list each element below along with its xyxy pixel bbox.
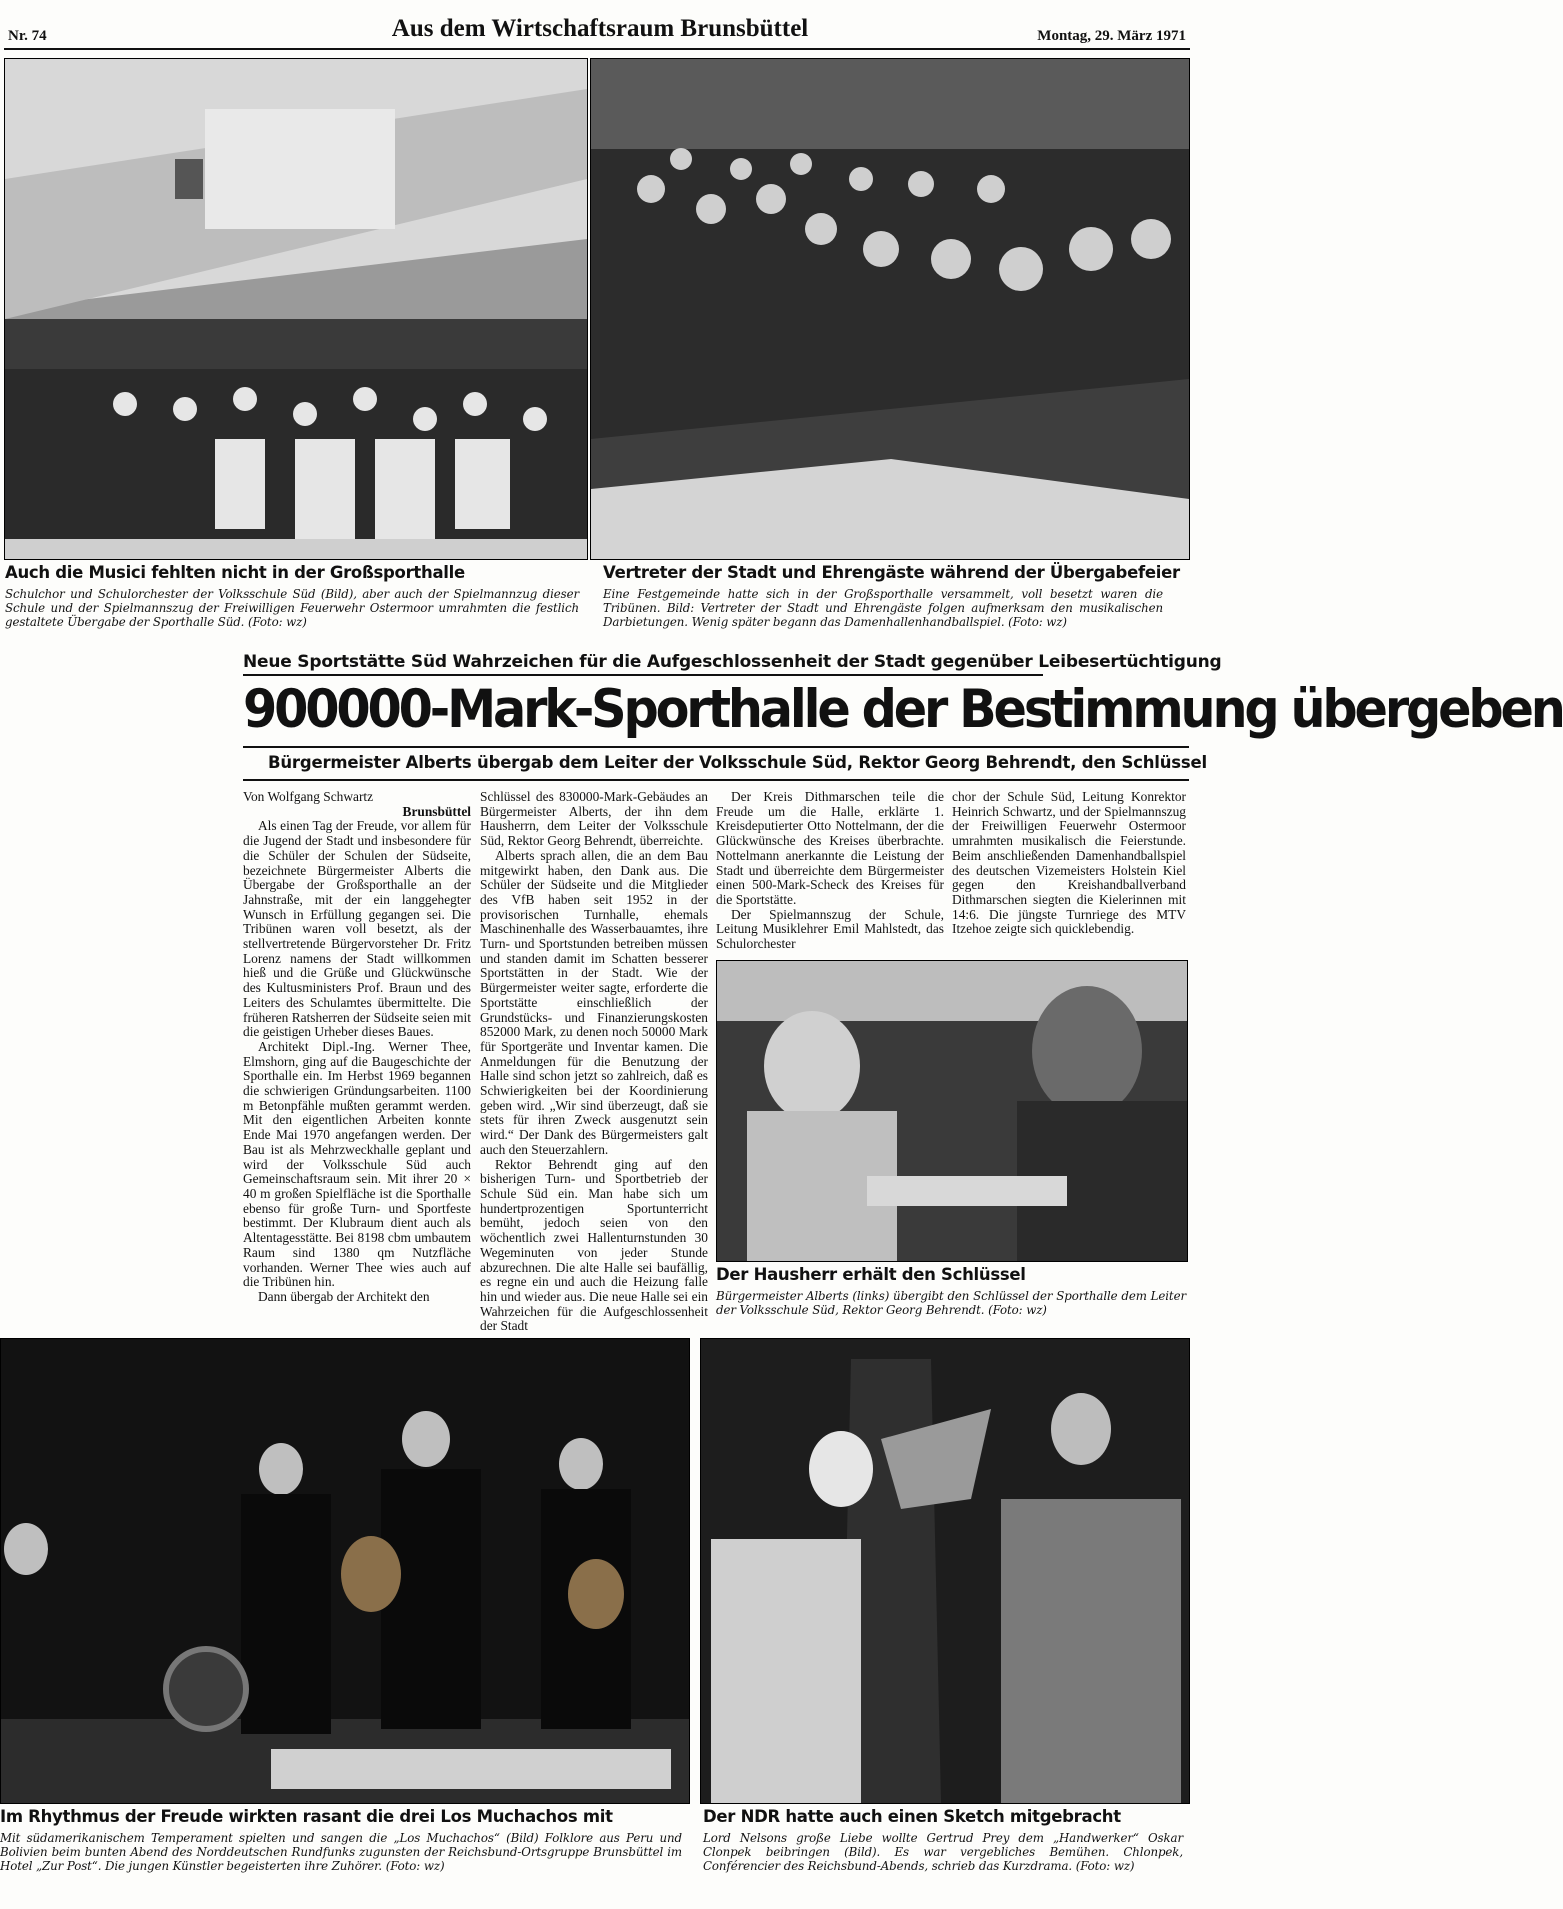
caption-heading-dignitaries: Vertreter der Stadt und Ehrengäste während der Übergabefeier bbox=[603, 563, 1180, 582]
article-paragraph: Rektor Behrendt ging auf den bisherigen Turn- und Sportbetrieb der Schule Süd ein. Man habe sich um hundertprozentigen Sportunterricht bemüht, jedoch seien von den wöchentlich zwei Hallenturnstunden 30 Wegeminuten von jeder Stunde abzurechnen. Die alte Halle sei baufällig, es regne ein und auch die Heizung falle hin und wieder aus. Die neue Halle sei ein Wahrzeichen für die Aufgeschlossenheit der Stadt bbox=[480, 1156, 708, 1334]
article-paragraph: Schlüssel des 830000-Mark-Gebäudes an Bürgermeister Alberts, der ihn dem Hausherrn, dem Leiter der Volksschule Süd, Rektor Georg Behrendt, überreichte. bbox=[480, 789, 708, 849]
article-paragraph: Architekt Dipl.-Ing. Werner Thee, Elmshorn, ging auf die Baugeschichte der Sporthalle ein. Im Herbst 1969 begannen die schwierigen Gründungsarbeiten. 1100 m Betonpfähle mußten gerammt werden. Mit den eigentlichen Arbeiten konnte Ende Mai 1970 angefangen werden. Der Bau ist als Mehrzweckhalle geplant und wird der Volksschule Süd auch Gemeinschaftsraum sein. Mit ihrer 20 × 40 m großen Spielfläche ist die Sporthalle ebenso für große Turn- und Sportfeste bestimmt. Der Klubraum dient auch als Altentagesstätte. Bei 8198 cbm umbautem Raum sind 1380 qm Nutzfläche vorhanden. Werner Thee wies auch auf die Tribünen hin. bbox=[243, 1038, 471, 1290]
caption-heading-los-muchachos: Im Rhythmus der Freude wirkten rasant die drei Los Muchachos mit bbox=[0, 1807, 613, 1826]
photo-los-muchachos bbox=[0, 1338, 690, 1804]
page-number: Nr. 74 bbox=[8, 28, 47, 44]
caption-body-key-handover: Bürgermeister Alberts (links) übergibt den Schlüssel der Sporthalle dem Leiter der Volksschule Süd, Rektor Georg Behrendt. (Foto: wz) bbox=[716, 1289, 1186, 1318]
article-paragraph: Alberts sprach allen, die an dem Bau mitgewirkt haben, den Dank aus. Die Schüler der Südseite und die Mitglieder des VfB haben seit 1952 in der provisorischen Turnhalle, ehemals Maschinenhalle des Wasserbauamtes, ihre Turn- und Sportstunden betreiben müssen und standen damit im Schatten besserer Sportstätten in der Stadt. Wie der Bürgermeister weiter sagte, erforderte die Sportstätte einschließlich der Grundstücks- und Finanzierungskosten 852000 Mark, zu denen noch 50000 Mark für Sportgeräte und Inventar kamen. Die Anmeldungen für die Benutzung der Halle sind schon jetzt so zahlreich, daß es Schwierigkeiten bei der Koordinierung geben wird. „Wir sind überzeugt, daß sie stets für ihren Zweck ausgenutzt sein wird.“ Der Dank des Bürgermeisters galt auch den Steuerzahlern. bbox=[480, 847, 708, 1157]
photo-ndr-sketch bbox=[700, 1338, 1190, 1804]
caption-body-los-muchachos: Mit südamerikanischem Temperament spielten und sangen die „Los Muchachos“ (Bild) Folklore aus Peru und Bolivien beim bunten Abend des Norddeutschen Rundfunks zugunsten der Reichsbund-Ortsgruppe Brunsbüttel im Hotel „Zur Post“. Die jungen Künstler begeisterten ihre Zuhörer. (Foto: wz) bbox=[0, 1831, 682, 1874]
article-subhead: Bürgermeister Alberts übergab dem Leiter der Volksschule Süd, Rektor Georg Behrendt, den Schlüssel bbox=[268, 753, 1207, 772]
article-paragraph: Der Kreis Dithmarschen teile die Freude um die Halle, erklärte 1. Kreisdeputierter Otto Nottelmann, der die Glückwünsche des Kreises überbrachte. Nottelmann anerkannte die Leistung der Stadt und überreichte dem Bürgermeister einen 500-Mark-Scheck des Kreises für die Sportstätte. bbox=[716, 789, 944, 907]
caption-heading-orchestra: Auch die Musici fehlten nicht in der Großsporthalle bbox=[5, 563, 465, 582]
article-dateline: Brunsbüttel bbox=[402, 803, 471, 819]
photo-audience-dignitaries bbox=[590, 58, 1190, 560]
caption-body-ndr-sketch: Lord Nelsons große Liebe wollte Gertrud Prey dem „Handwerker“ Oskar Clonpek beibringen (Bild). Es war vergebliches Bemühen. Chlonpek, Conférencier des Reichsbund-Abends, schrieb das Kurzdrama. (Foto: wz) bbox=[703, 1831, 1183, 1874]
caption-heading-ndr-sketch: Der NDR hatte auch einen Sketch mitgebracht bbox=[703, 1807, 1121, 1826]
article-column-4 bbox=[952, 790, 1186, 937]
headline-rule bbox=[243, 746, 1189, 748]
photo-key-handover bbox=[716, 960, 1188, 1262]
issue-date: Montag, 29. März 1971 bbox=[1037, 28, 1186, 44]
subhead-rule bbox=[243, 779, 1189, 781]
article-byline: Von Wolfgang Schwartz bbox=[243, 789, 374, 804]
article-paragraph: Dann übergab der Architekt den bbox=[258, 1288, 430, 1304]
page-header-title: Aus dem Wirtschaftsraum Brunsbüttel bbox=[391, 15, 809, 42]
article-column-3 bbox=[716, 790, 944, 952]
article-column-1 bbox=[243, 790, 471, 1305]
article-headline: 900000-Mark-Sporthalle der Bestimmung übergeben bbox=[243, 679, 1563, 740]
caption-body-dignitaries: Eine Festgemeinde hatte sich in der Großsporthalle versammelt, voll besetzt waren die Tribünen. Bild: Vertreter der Stadt und Ehrengäste folgen aufmerksam den musikalischen Darbietungen. Wenig später begann das Damenhallenhandballspiel. (Foto: wz) bbox=[603, 587, 1163, 630]
caption-heading-key-handover: Der Hausherr erhält den Schlüssel bbox=[716, 1265, 1026, 1284]
article-kicker: Neue Sportstätte Süd Wahrzeichen für die Aufgeschlossenheit der Stadt gegenüber Leibesertüchtigung bbox=[243, 652, 1222, 672]
article-paragraph: chor der Schule Süd, Leitung Konrektor Heinrich Schwartz, und der Spielmannszug der Freiwilligen Feuerwehr Ostermoor umrahmten musikalisch die Feierstunde. Beim anschließenden Damenhandballspiel des deutschen Vizemeisters Holstein Kiel gegen den Kreishandballverband Dithmarschen siegten die Kielerinnen mit 14:6. Die jüngste Turnriege des MTV Itzehoe zeigte sich quicklebendig. bbox=[952, 789, 1186, 937]
kicker-underline bbox=[243, 674, 1043, 676]
article-paragraph: Als einen Tag der Freude, vor allem für die Jugend der Stadt und insbesondere für die Schüler der Schulen der Südseite, bezeichnete Bürgermeister Alberts die Übergabe der Großsporthalle an der Jahnstraße, mit der ein langgehegter Wunsch in Erfüllung gegangen sei. Die Tribünen waren voll besetzt, als der stellvertretende Bürgervorsteher Dr. Fritz Lorenz namens der Stadt willkommen hieß und die Grüße und Glückwünsche des Kultusministers Prof. Braun und des Leiters des Schulamtes übermittelte. Die früheren Ratsherren der Südseite seien mit die geistigen Urheber dieses Baues. bbox=[243, 818, 471, 1040]
article-paragraph: Der Spielmannszug der Schule, Leitung Musiklehrer Emil Mahlstedt, das Schulorchester bbox=[716, 906, 944, 952]
photo-school-orchestra bbox=[4, 58, 588, 560]
caption-body-orchestra: Schulchor und Schulorchester der Volksschule Süd (Bild), aber auch der Spielmannzug dieser Schule und der Spielmannszug der Freiwilligen Feuerwehr Ostermoor umrahmten die festlich gestaltete Übergabe der Sporthalle Süd. (Foto: wz) bbox=[5, 587, 579, 630]
header-rule bbox=[4, 48, 1190, 50]
article-column-2 bbox=[480, 790, 708, 1334]
